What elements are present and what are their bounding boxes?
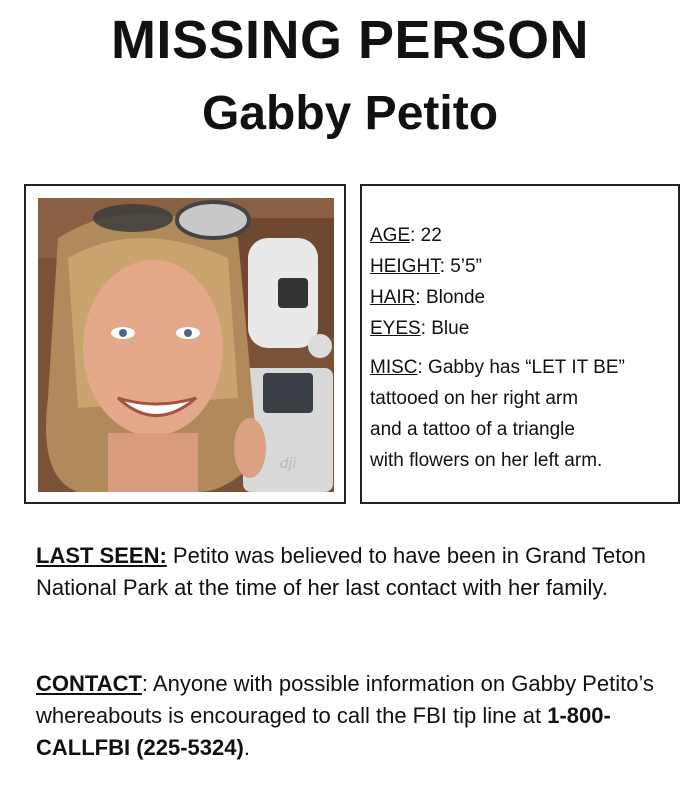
- misc-line-2: tattooed on her right arm: [370, 388, 579, 409]
- last-seen-label: LAST SEEN:: [36, 543, 167, 568]
- contact-paragraph: [36, 668, 676, 764]
- misc-text-1: : Gabby has “LET IT BE”: [417, 357, 625, 378]
- last-seen-text: Petito was believed to have been in Grand Teton National Park at the time of her last contact with her family.: [36, 543, 646, 600]
- misc-line-4: with flowers on her left arm.: [370, 450, 603, 471]
- eyes-line: [370, 313, 678, 344]
- missing-person-photo: [38, 198, 334, 492]
- height-label: HEIGHT: [370, 256, 440, 277]
- age-label: AGE: [370, 225, 411, 246]
- tip-line-phone: 1-800-CALLFBI (225-5324): [36, 703, 611, 760]
- contact-label: CONTACT: [36, 671, 142, 696]
- photo-watermark: dji: [279, 456, 297, 472]
- contact-text: : Anyone with possible information on Gabby Petito’s whereabouts is encouraged to call the FBI tip line at: [36, 671, 654, 728]
- misc-section: [370, 352, 678, 476]
- height-line: [370, 251, 678, 282]
- misc-line-3: and a tattoo of a triangle: [370, 419, 575, 440]
- misc-label: MISC: [370, 357, 418, 378]
- portrait-image: [38, 198, 334, 492]
- age-value: : 22: [410, 225, 442, 246]
- misc-line-1: [370, 352, 678, 383]
- details-box: [360, 184, 680, 504]
- photo-frame: [24, 184, 346, 504]
- height-value: : 5’5”: [439, 256, 482, 277]
- eyes-value: : Blue: [420, 318, 470, 339]
- contact-end: .: [243, 735, 250, 760]
- last-seen-paragraph: [36, 540, 676, 604]
- missing-person-name: Gabby Petito: [201, 87, 499, 140]
- hair-label: HAIR: [370, 287, 416, 308]
- hair-value: : Blonde: [415, 287, 486, 308]
- eyes-label: EYES: [370, 318, 421, 339]
- poster-title: MISSING PERSON: [110, 10, 590, 70]
- hair-line: [370, 282, 678, 313]
- age-line: [370, 220, 678, 251]
